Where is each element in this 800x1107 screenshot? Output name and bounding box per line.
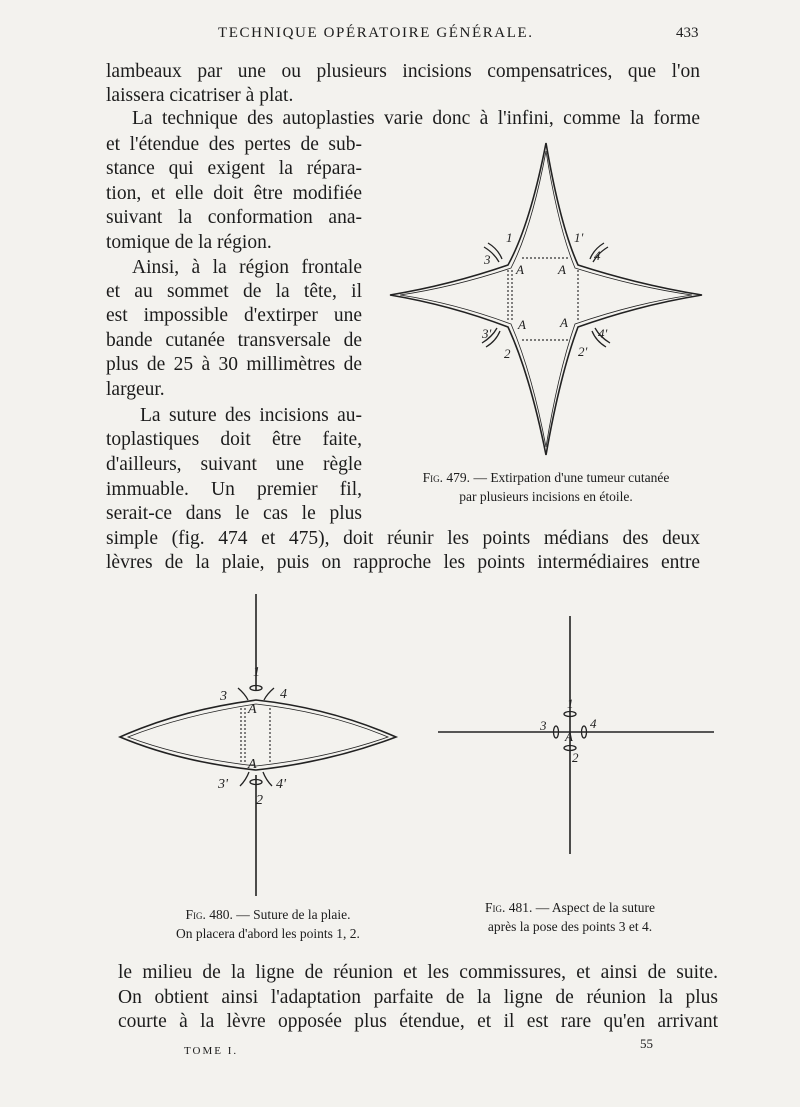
body-line: stance qui exigent la répara- xyxy=(106,158,362,179)
fig481-caption-label: Fig. 481. xyxy=(485,900,533,915)
fig479-label: 1 xyxy=(506,230,513,245)
fig479-caption-label: Fig. 479. xyxy=(422,470,471,485)
fig480-label: 1 xyxy=(253,665,260,680)
body-line: lambeaux par une ou plusieurs incisions compensatrices, que l'on xyxy=(106,61,700,82)
body-line: immuable. Un premier fil, xyxy=(106,479,362,500)
fig481-label: 4 xyxy=(590,716,597,731)
fig479-label: 2' xyxy=(578,344,588,359)
body-line: lèvres de la plaie, puis on rapproche les points intermédiaires entre xyxy=(106,552,700,573)
fig480-label: 3 xyxy=(220,689,227,704)
body-line: courte à la lèvre opposée plus étendue, et il est rare qu'en arrivant xyxy=(118,1011,718,1032)
running-header xyxy=(0,22,800,48)
body-line: simple (fig. 474 et 475), doit réunir les points médians des deux xyxy=(106,528,700,549)
fig480-caption-line1: — Suture de la plaie. xyxy=(236,907,351,922)
body-line: tion, et elle doit être modifiée xyxy=(106,183,362,204)
fig481-label: 3 xyxy=(540,718,547,733)
fig480-label: 2 xyxy=(256,793,263,808)
fig480-label: A xyxy=(248,702,257,717)
body-line: est impossible d'extirper une xyxy=(106,305,362,326)
body-line: laissera cicatriser à plat. xyxy=(106,85,294,106)
fig479-label: 2 xyxy=(504,346,511,361)
volume-signature: TOME I. xyxy=(184,1045,239,1057)
body-line: d'ailleurs, suivant une règle xyxy=(106,454,362,475)
body-line: On obtient ainsi l'adaptation parfaite de la ligne de réunion la plus xyxy=(118,987,718,1008)
fig479-label: A xyxy=(516,262,524,277)
body-line: La suture des incisions au- xyxy=(140,405,362,426)
fig479-label: A xyxy=(558,262,566,277)
body-line: La technique des autoplasties varie donc à l'infini, comme la forme xyxy=(132,108,700,129)
fig480-label: 4' xyxy=(276,777,286,792)
running-title: TECHNIQUE OPÉRATOIRE GÉNÉRALE. xyxy=(218,25,534,41)
figure-480-suture-wound xyxy=(110,590,410,900)
fig479-caption-line1: — Extirpation d'une tumeur cutanée xyxy=(473,470,670,485)
fig479-label: A xyxy=(518,317,526,332)
figure-479-star-incision xyxy=(380,135,710,465)
fig480-caption xyxy=(118,905,418,943)
body-line: toplastiques doit être faite, xyxy=(106,429,362,450)
sheet-signature: 55 xyxy=(640,1036,653,1051)
body-line: et au sommet de la tête, il xyxy=(106,281,362,302)
body-line: suivant la conformation ana- xyxy=(106,207,362,228)
fig481-caption xyxy=(430,898,710,936)
fig480-caption-line2: On placera d'abord les points 1, 2. xyxy=(176,926,360,941)
fig481-caption-line1: — Aspect de la suture xyxy=(535,900,655,915)
body-line: serait-ce dans le cas le plus xyxy=(106,503,362,524)
fig479-label: 3' xyxy=(482,326,492,341)
fig481-label: 1 xyxy=(567,696,574,711)
page-number: 433 xyxy=(676,25,699,41)
fig479-label: A xyxy=(560,315,568,330)
figure-481-suture-aspect xyxy=(430,610,720,860)
body-line: largeur. xyxy=(106,379,165,400)
fig479-label: 3 xyxy=(484,252,491,267)
body-line: Ainsi, à la région frontale xyxy=(132,257,362,278)
body-line: plus de 25 à 30 millimètres de xyxy=(106,354,362,375)
fig479-caption xyxy=(386,468,706,506)
fig481-caption-line2: après la pose des points 3 et 4. xyxy=(487,919,653,934)
body-line: bande cutanée transversale de xyxy=(106,330,362,351)
fig481-label: A xyxy=(565,729,573,744)
fig480-label: 4 xyxy=(280,687,287,702)
fig480-label: 3' xyxy=(218,777,228,792)
fig479-label: 1' xyxy=(574,230,584,245)
fig480-caption-label: Fig. 480. xyxy=(185,907,233,922)
fig479-label: 4' xyxy=(598,326,608,341)
fig479-label: 4 xyxy=(594,248,601,263)
fig480-label: A xyxy=(248,757,257,772)
body-line: tomique de la région. xyxy=(106,232,272,253)
body-line: le milieu de la ligne de réunion et les commissures, et ainsi de suite. xyxy=(118,962,718,983)
fig481-label: 2 xyxy=(572,750,579,765)
fig479-caption-line2: par plusieurs incisions en étoile. xyxy=(459,489,633,504)
body-line: et l'étendue des pertes de sub- xyxy=(106,134,362,155)
